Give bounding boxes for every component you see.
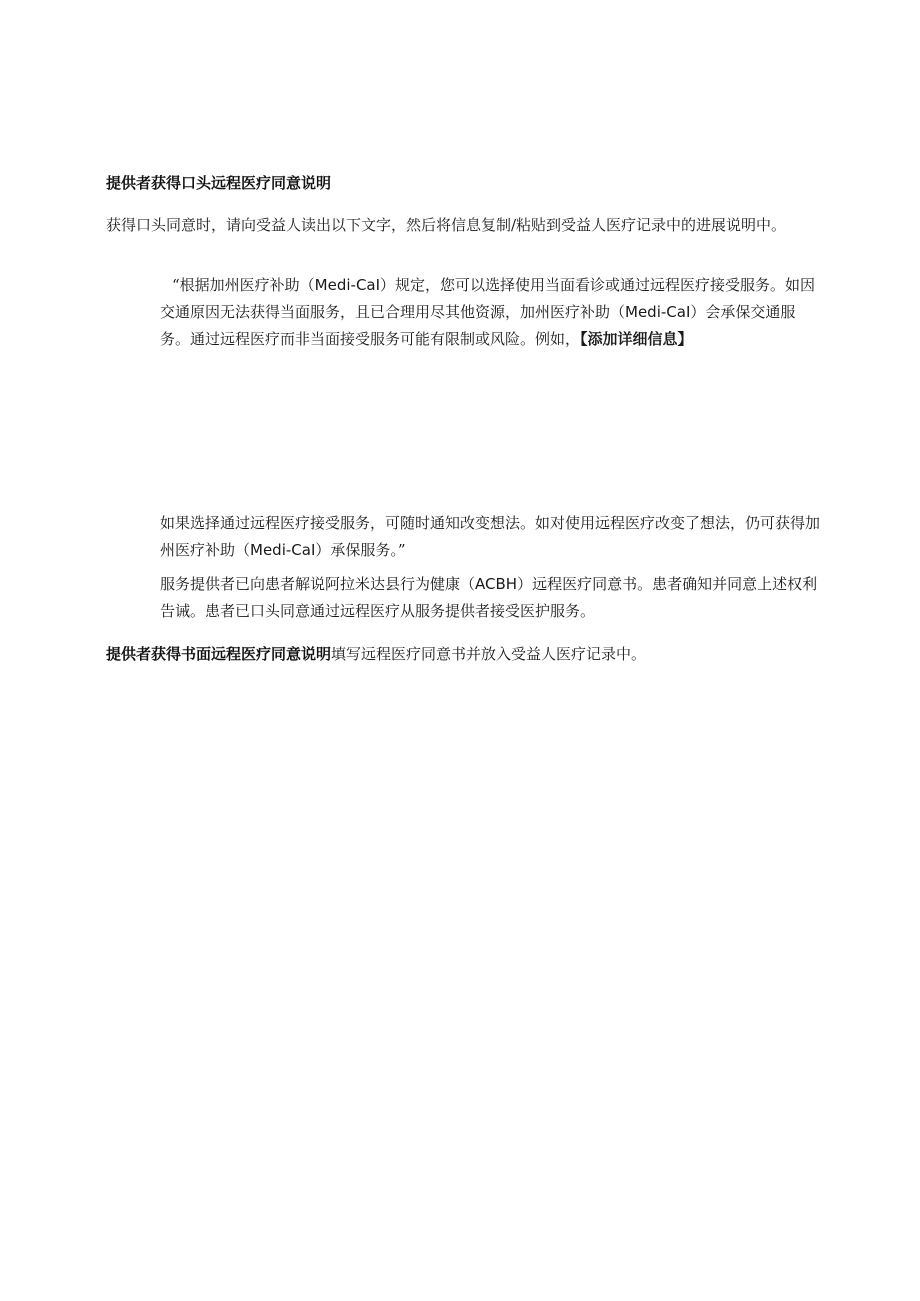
change-mind-text-part2: ）承保服务。” xyxy=(315,541,406,559)
change-mind-text-part1: 如果选择通过远程医疗接受服务，可随时通知改变想法。如对使用远程医疗改变了想法，仍可获得加州医疗补助（ xyxy=(160,514,821,559)
add-details-placeholder: 【添加详细信息】 xyxy=(580,330,693,348)
medi-cal-term: Medi-CaI xyxy=(250,541,316,559)
written-consent-text: 填写远程医疗同意书并放入受益人医疗记录中。 xyxy=(331,645,647,663)
acbh-term: ACBH xyxy=(475,575,518,593)
quote-text-part1: “根据加州医疗补助（ xyxy=(172,276,315,294)
intro-paragraph: 获得口头同意时，请向受益人读出以下文字，然后将信息复制/粘贴到受益人医疗记录中的进展说明中。 xyxy=(106,216,787,234)
quote-text-part2: ）规定，您可以选择使用当面看诊或通过远程医疗接受服务。如因交通原因无法获得当面服务，且已合理用尽其他资源，加州医疗补助（ xyxy=(160,276,816,321)
attest-text-part1: 服务提供者已向患者解说阿拉米达县行为健康（ xyxy=(160,575,476,593)
attest-text-part2: ）远程医疗同意书。患者确知并同意上述权利告诫。患者已口头同意通过远程医疗从服务提供者接受医护服务。 xyxy=(160,575,818,620)
attestation-paragraph xyxy=(160,571,824,625)
written-consent-paragraph xyxy=(106,643,826,665)
consent-script-quote xyxy=(160,272,822,353)
medi-cal-term: Medi-CaI xyxy=(625,303,691,321)
quote-text-part3: ）会承保交通服务。通过远程医疗而非当面接受服务可能有限制或风险。例如， xyxy=(160,303,796,348)
written-consent-heading: 提供者获得书面远程医疗同意说明 xyxy=(106,645,332,663)
change-mind-paragraph xyxy=(160,510,832,564)
oral-consent-heading: 提供者获得口头远程医疗同意说明 xyxy=(106,174,332,192)
medi-cal-term: Medi-CaI xyxy=(314,276,381,294)
